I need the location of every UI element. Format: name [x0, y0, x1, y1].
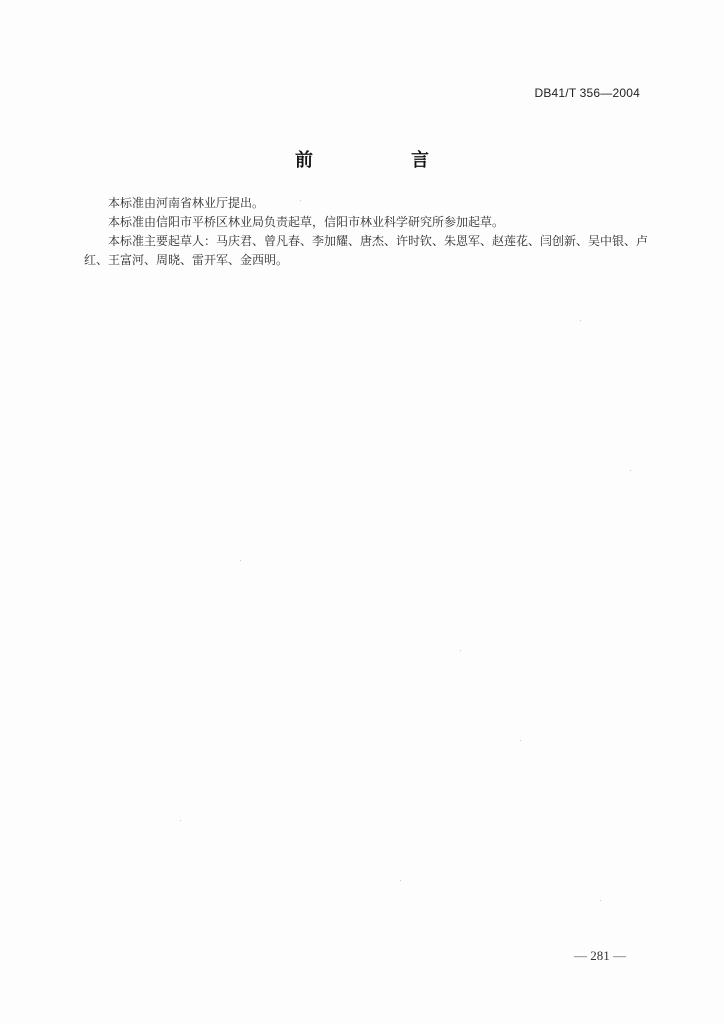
paragraph-drafting-units: 本标准由信阳市平桥区林业局负责起草，信阳市林业科学研究所参加起草。	[108, 215, 505, 229]
scan-speck	[580, 320, 581, 321]
paragraph-drafters: 本标准主要起草人：马庆君、曾凡春、李加耀、唐杰、许时钦、朱恩军、赵莲花、闫创新、吴中银、卢红、王富河、周晓、雷开军、金西明。	[84, 234, 649, 267]
footer-dash-left: —	[574, 948, 587, 963]
paragraph-proposer: 本标准由河南省林业厅提出。	[108, 196, 265, 210]
page-footer	[574, 948, 626, 964]
scan-speck	[630, 470, 631, 471]
scan-speck	[600, 900, 601, 901]
scan-speck	[460, 650, 461, 651]
scan-speck	[400, 880, 401, 881]
scan-speck	[240, 560, 241, 561]
footer-dash-right: —	[613, 948, 626, 963]
page-title: 前 言	[295, 150, 469, 171]
scan-speck	[180, 820, 181, 821]
foreword-body	[84, 194, 654, 270]
scan-speck	[300, 200, 301, 201]
page-number: 281	[590, 948, 610, 963]
standard-code: DB41/T 356—2004	[534, 86, 640, 100]
scan-speck	[520, 740, 521, 741]
